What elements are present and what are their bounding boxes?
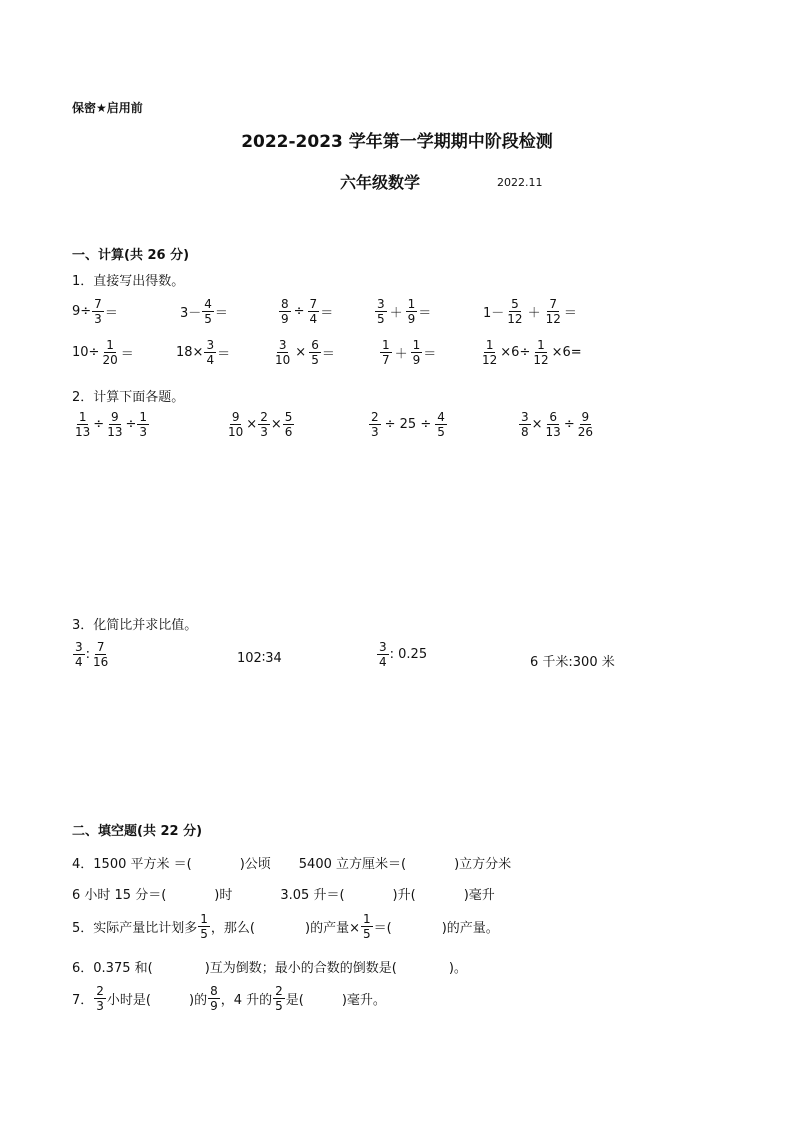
fraction (531, 339, 550, 366)
denominator: 3 (260, 425, 268, 439)
q2-item-b (225, 411, 295, 438)
fraction (406, 298, 418, 325)
question-text: )的 (189, 993, 208, 1008)
denominator: 4 (75, 655, 83, 669)
denominator: 20 (102, 353, 118, 367)
equals: ＝ (321, 347, 335, 362)
fraction (137, 411, 149, 438)
operator: ÷ (563, 417, 575, 432)
numerator: 6 (549, 410, 557, 424)
denominator: 4 (206, 353, 215, 367)
denominator: 13 (75, 425, 91, 439)
q1-item-e (483, 298, 577, 325)
question-text: 5400 立方厘米＝( (298, 857, 407, 872)
fraction (576, 411, 595, 438)
q3-item-c (376, 641, 427, 668)
fraction (361, 913, 373, 940)
q1-label: 1．直接写出得数。 (72, 274, 185, 289)
fraction (226, 411, 245, 438)
numerator: 3 (278, 338, 287, 352)
fraction (91, 641, 110, 668)
section-2-title: 二、填空题(共 22 分) (72, 824, 203, 839)
fraction (544, 298, 563, 325)
numerator: 2 (260, 410, 268, 424)
numerator: 2 (275, 984, 283, 998)
numerator: 1 (537, 338, 545, 352)
question-text: )。 (448, 961, 467, 976)
question-text: ，4 升的 (220, 993, 273, 1008)
numerator: 1 (485, 338, 494, 352)
q1-item-b (180, 298, 228, 325)
exam-title: 2022-2023 学年第一学期期中阶段检测 (241, 132, 553, 152)
denominator: 3 (94, 312, 102, 326)
fraction (100, 339, 119, 366)
numerator: 1 (407, 297, 416, 311)
question-text: ＝( (373, 921, 392, 936)
numerator: 3 (379, 640, 387, 654)
fraction (480, 339, 499, 366)
numerator: 9 (111, 410, 119, 424)
question-text: )立方分米 (454, 857, 512, 872)
denominator: 12 (545, 312, 561, 326)
question-text: )公顷 (239, 857, 271, 872)
q4-line-2 (72, 884, 495, 903)
equals: ＝ (418, 306, 432, 321)
equals: ＝ (120, 347, 134, 362)
question-text: 是( (285, 993, 304, 1008)
denominator: 13 (107, 425, 123, 439)
operator: ÷ (293, 304, 305, 319)
denominator: 5 (200, 927, 208, 941)
denominator: 10 (228, 425, 244, 439)
operator: ＋ (389, 306, 403, 321)
fraction (202, 298, 214, 325)
q1-item-j (479, 339, 582, 366)
fraction (273, 339, 292, 366)
numerator: 9 (231, 410, 240, 424)
exam-subtitle: 六年级数学 (340, 173, 421, 192)
q1-item-i (379, 339, 436, 366)
q3-item-a (72, 641, 111, 668)
q3-label: 3．化简比并求比值。 (72, 618, 198, 633)
denominator: 10 (275, 353, 291, 367)
expr-text: 9÷ (72, 304, 92, 319)
fraction (544, 411, 563, 438)
numerator: 7 (549, 297, 558, 311)
fraction (273, 985, 285, 1012)
denominator: 16 (93, 655, 109, 669)
q5 (72, 913, 499, 940)
question-text: ，那么( (210, 921, 255, 936)
expr-text: : 0.25 (389, 647, 428, 662)
operator: × (295, 345, 307, 360)
fraction (435, 411, 447, 438)
denominator: 7 (382, 353, 390, 367)
fraction (308, 298, 320, 325)
fraction (258, 411, 270, 438)
numerator: 1 (139, 410, 148, 424)
numerator: 1 (412, 338, 421, 352)
operator: × (246, 417, 258, 432)
question-text: 5．实际产量比计划多 (72, 921, 198, 936)
q2-item-a (72, 411, 150, 438)
question-text: )毫升 (463, 888, 495, 903)
numerator: 1 (362, 912, 371, 926)
question-text: )升( (392, 888, 416, 903)
denominator: 3 (96, 999, 104, 1013)
numerator: 4 (437, 410, 445, 424)
equals: ＝ (104, 306, 118, 321)
question-text: 4．1500 平方米 ＝( (72, 857, 192, 872)
denominator: 5 (437, 425, 445, 439)
denominator: 4 (379, 655, 387, 669)
denominator: 9 (407, 312, 416, 326)
numerator: 3 (75, 640, 83, 654)
fraction (505, 298, 524, 325)
numerator: 2 (371, 410, 379, 424)
numerator: 7 (309, 297, 318, 311)
denominator: 12 (533, 353, 549, 367)
q4-line-1 (72, 853, 511, 872)
fraction (204, 339, 216, 366)
fraction (380, 339, 392, 366)
fraction (105, 411, 124, 438)
denominator: 6 (284, 425, 293, 439)
operator: × (531, 417, 543, 432)
numerator: 4 (204, 297, 212, 311)
numerator: 7 (96, 640, 105, 654)
fraction (73, 411, 92, 438)
q2-label: 2．计算下面各题。 (72, 390, 185, 405)
equals: ＝ (217, 347, 231, 362)
question-text: 7． (72, 993, 94, 1008)
expr-text: ×6= (551, 345, 582, 360)
denominator: 5 (362, 927, 371, 941)
fraction (92, 298, 104, 325)
numerator: 5 (511, 297, 519, 311)
q3-item-b: 102∶34 (237, 651, 282, 666)
numerator: 1 (200, 912, 208, 926)
q1-item-f (72, 339, 134, 366)
numerator: 8 (281, 297, 289, 311)
expr-text: 18× (176, 345, 204, 360)
expr-text: 1－ (483, 306, 505, 321)
denominator: 13 (545, 425, 561, 439)
question-text: )时 (214, 888, 233, 903)
fraction (73, 641, 85, 668)
equals: ＝ (563, 306, 577, 321)
equals: ＝ (320, 306, 334, 321)
fraction (283, 411, 295, 438)
question-text: )的产量× (305, 921, 360, 936)
operator: ＋ (527, 306, 541, 321)
denominator: 9 (412, 353, 421, 367)
fraction (279, 298, 291, 325)
numerator: 5 (284, 410, 293, 424)
numerator: 1 (78, 410, 87, 424)
numerator: 3 (521, 410, 529, 424)
q2-item-c (368, 411, 448, 438)
denominator: 3 (139, 425, 148, 439)
question-text: )的产量。 (441, 921, 499, 936)
question-text: 3.05 升＝( (280, 888, 345, 903)
numerator: 2 (96, 984, 104, 998)
equals: ＝ (214, 306, 228, 321)
question-text: 小时是( (106, 993, 151, 1008)
denominator: 26 (577, 425, 594, 439)
denominator: 4 (309, 312, 318, 326)
operator: ＋ (394, 347, 408, 362)
operator: ÷ (93, 417, 105, 432)
numerator: 3 (206, 338, 215, 352)
section-1-title: 一、计算(共 26 分) (72, 248, 190, 263)
question-text: )毫升。 (341, 993, 386, 1008)
numerator: 9 (581, 410, 590, 424)
q3-item-d: 6 千米:300 米 (530, 655, 615, 670)
q2-item-d (518, 411, 596, 438)
fraction (519, 411, 531, 438)
q1-item-a (72, 298, 118, 325)
fraction (309, 339, 321, 366)
denominator: 9 (210, 999, 218, 1013)
fraction (94, 985, 106, 1012)
denominator: 8 (521, 425, 529, 439)
numerator: 3 (377, 297, 385, 311)
operator: : (85, 647, 91, 662)
operator: × (270, 417, 282, 432)
numerator: 7 (94, 297, 102, 311)
expr-text: 3－ (180, 306, 202, 321)
operator: ÷ (125, 417, 137, 432)
denominator: 5 (275, 999, 283, 1013)
numerator: 8 (210, 984, 218, 998)
numerator: 1 (382, 338, 390, 352)
exam-date: 2022.11 (497, 176, 543, 189)
confidential-label: 保密★启用前 (72, 101, 143, 115)
question-text: )互为倒数；最小的合数的倒数是( (204, 961, 397, 976)
question-text: 6．0.375 和( (72, 961, 153, 976)
expr-text: 10÷ (72, 345, 100, 360)
q1-item-c (278, 298, 333, 325)
equals: ＝ (423, 347, 437, 362)
q1-item-h (272, 339, 335, 366)
q6 (72, 957, 467, 976)
q1-item-g (176, 339, 230, 366)
fraction (377, 641, 389, 668)
numerator: 6 (311, 338, 319, 352)
fraction (369, 411, 381, 438)
q7 (72, 985, 386, 1012)
fraction (411, 339, 423, 366)
denominator: 5 (311, 353, 319, 367)
denominator: 12 (482, 353, 498, 367)
fraction (375, 298, 387, 325)
denominator: 12 (507, 312, 523, 326)
operator: ×6÷ (500, 345, 531, 360)
numerator: 1 (106, 338, 114, 352)
q1-item-d (374, 298, 431, 325)
expr-text: ÷ 25 ÷ (384, 417, 432, 432)
denominator: 9 (281, 312, 289, 326)
denominator: 5 (204, 312, 212, 326)
fraction (198, 913, 210, 940)
fraction (208, 985, 220, 1012)
question-text: 6 小时 15 分＝( (72, 888, 167, 903)
denominator: 5 (377, 312, 385, 326)
denominator: 3 (371, 425, 379, 439)
